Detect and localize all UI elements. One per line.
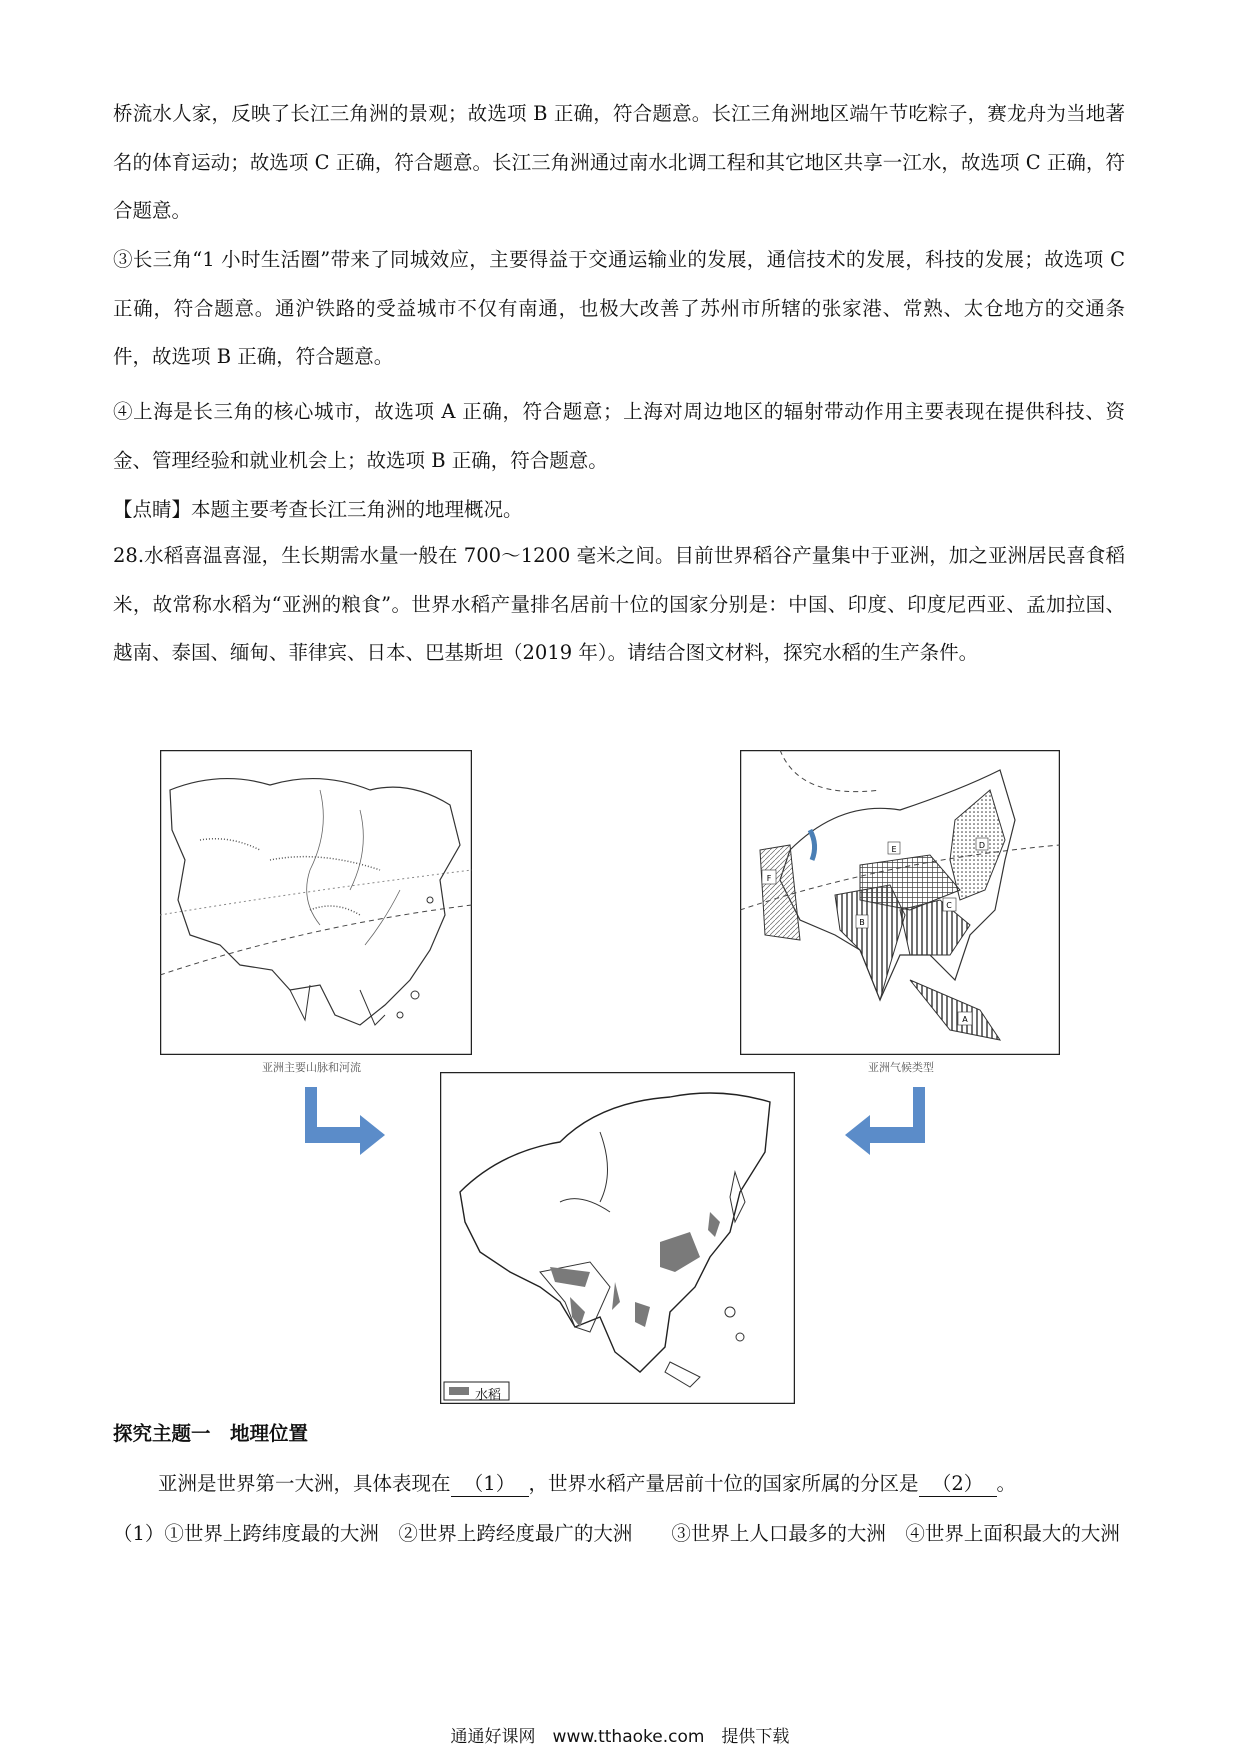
options-list: （1）①世界上跨纬度最的大洲 ②世界上跨经度最广的大洲 ③世界上人口最多的大洲 ④世界上面积最大的大洲 [113,1522,1120,1545]
rice-legend-label: 水稻 [475,1388,502,1403]
sentence-part-c: 。 [996,1472,1017,1495]
climate-label-e: E [891,845,897,854]
asia-rice-distribution-map [440,1072,795,1404]
climate-label-f: F [766,874,772,883]
map1-caption: 亚洲主要山脉和河流 [262,1061,361,1074]
climate-label-a: A [962,1015,968,1024]
arrow-right-icon [300,1087,390,1157]
answer-paragraph-1: 桥流水人家，反映了长江三角洲的景观；故选项 B 正确，符合题意。长江三角洲地区端午节吃粽子，赛龙舟为当地著名的体育运动；故选项 C 正确，符合题意。长江三角洲通过南水北调工程和其它地区共享一江水，故选项 C 正确，符合题意。 [113,102,1125,222]
section-heading: 探究主题一 地理位置 [113,1422,309,1445]
asia-mountains-rivers-map [160,750,472,1055]
climate-label-b: B [859,918,865,927]
question-28-stem: 28.水稻喜温喜湿，生长期需水量一般在 700～1200 毫米之间。目前世界稻谷产量集中于亚洲，加之亚洲居民喜食稻米，故常称水稻为“亚洲的粮食”。世界水稻产量排名居前十位的国家分别是：中国、印度、印度尼西亚、孟加拉国、越南、泰国、缅甸、菲律宾、日本、巴基斯坦（2019 年）。请结合图文材料，探究水稻的生产条件。 [113,544,1125,664]
sentence-part-b: ，世界水稻产量居前十位的国家所属的分区是 [528,1472,919,1495]
answer-paragraph-4: ④上海是长三角的核心城市，故选项 A 正确，符合题意；上海对周边地区的辐射带动作用主要表现在提供科技、资金、管理经验和就业机会上；故选项 B 正确，符合题意。 [113,400,1125,472]
page-footer: 通通好课网 www.tthaoke.com 提供下载 [450,1727,790,1747]
key-point-note: 【点睛】本题主要考查长江三角洲的地理概况。 [113,498,523,521]
answer-paragraph-3: ③长三角“1 小时生活圈”带来了同城效应，主要得益于交通运输业的发展，通信技术的发展，科技的发展；故选项 C 正确，符合题意。通沪铁路的受益城市不仅有南通，也极大改善了苏州市所辖的张家港、常熟、太仓地方的交通条件，故选项 B 正确，符合题意。 [113,248,1125,368]
question-sentence [158,1460,1016,1508]
map2-caption: 亚洲气候类型 [868,1061,934,1074]
arrow-left-icon [840,1087,930,1157]
climate-label-c: C [946,901,952,910]
answer-blank-2[interactable]: （2） [919,1472,997,1497]
sentence-part-a: 亚洲是世界第一大洲，具体表现在 [158,1472,451,1495]
answer-blank-1[interactable]: （1） [451,1472,529,1497]
climate-label-d: D [978,841,986,850]
asia-climate-types-map [740,750,1060,1055]
